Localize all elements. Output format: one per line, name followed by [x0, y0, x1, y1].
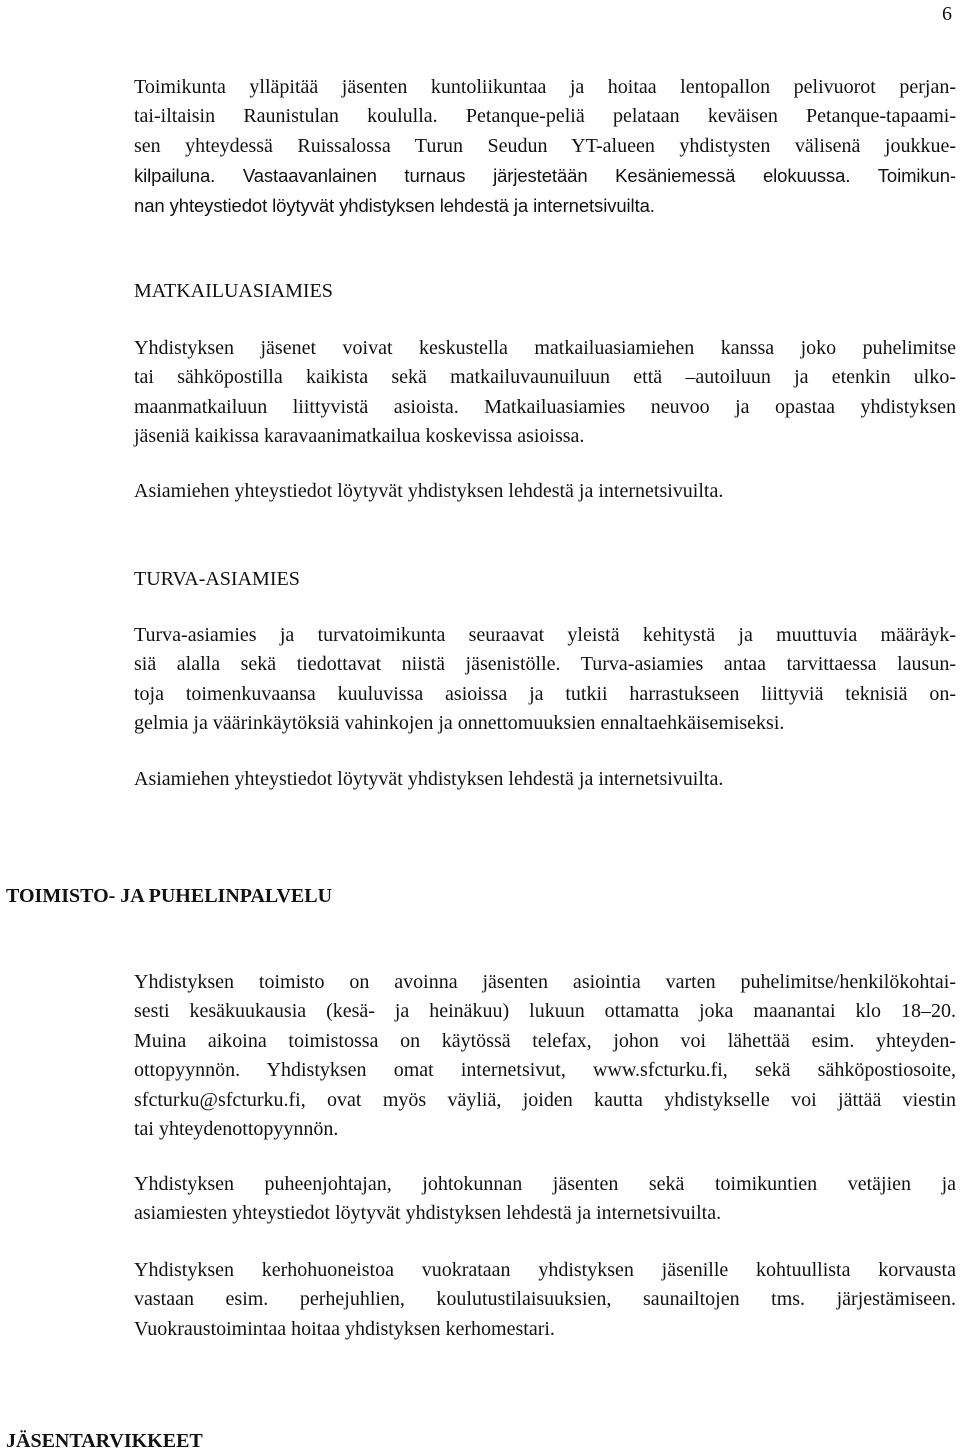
page-number: 6	[942, 3, 952, 25]
text-line: tai-iltaisin Raunistulan koululla. Petanque-peliä pelataan keväisen Petanque-tapaami-	[134, 105, 956, 128]
contacts-paragraph	[134, 1170, 956, 1229]
intro-paragraph	[134, 73, 956, 220]
section-heading-jasentarvikkeet: JÄSENTARVIKKEET	[6, 1430, 203, 1452]
turva-contact-paragraph	[134, 765, 956, 794]
rental-paragraph	[134, 1256, 956, 1344]
toimisto-paragraph	[134, 968, 956, 1144]
text-line: jäseniä kaikissa karavaanimatkailua koskevissa asioissa.	[134, 425, 585, 448]
section-heading-matkailuasiamies: MATKAILUASIAMIES	[134, 280, 333, 302]
text-line: nan yhteystiedot löytyvät yhdistyksen lehdestä ja internetsivuilta.	[134, 194, 655, 216]
text-line: vastaan esim. perhejuhlien, koulutustilaisuuksien, saunailtojen tms. järjestämiseen.	[134, 1288, 956, 1311]
text-line: tai sähköpostilla kaikista sekä matkailuvaunuiluun että –autoiluun ja etenkin ulko-	[134, 366, 956, 389]
text-line: ottopyynnön. Yhdistyksen omat internetsivut, www.sfcturku.fi, sekä sähköpostiosoite,	[134, 1059, 956, 1082]
text-line: Yhdistyksen kerhohuoneistoa vuokrataan yhdistyksen jäsenille kohtuullista korvausta	[134, 1259, 956, 1281]
text-line: Yhdistyksen jäsenet voivat keskustella matkailuasiamiehen kanssa joko puhelimitse	[134, 337, 956, 359]
text-line: asiamiesten yhteystiedot löytyvät yhdistyksen lehdestä ja internetsivuilta.	[134, 1202, 722, 1225]
text-line: Vuokraustoimintaa hoitaa yhdistyksen kerhomestari.	[134, 1317, 555, 1340]
text-line: kilpailuna. Vastaavanlainen turnaus järjestetään Kesäniemessä elokuussa. Toimikun-	[134, 165, 956, 187]
text-line: Muina aikoina toimistossa on käytössä telefax, johon voi lähettää esim. yhteyden-	[134, 1029, 956, 1052]
text-line: sfcturku@sfcturku.fi, ovat myös väyliä, joiden kautta yhdistykselle voi jättää viestin	[134, 1088, 956, 1111]
text-line: Turva-asiamies ja turvatoimikunta seuraavat yleistä kehitystä ja muuttuvia määräyk-	[134, 624, 956, 646]
section-heading-turva-asiamies: TURVA-ASIAMIES	[134, 568, 300, 590]
text-line: maanmatkailuun liittyvistä asioista. Matkailuasiamies neuvoo ja opastaa yhdistyksen	[134, 395, 956, 418]
matkailu-contact-paragraph	[134, 477, 956, 506]
text-line: tai yhteydenottopyynnön.	[134, 1118, 339, 1141]
text-line: toja toimenkuvaansa kuuluvissa asioissa ja tutkii harrastukseen liittyviä teknisiä on-	[134, 682, 956, 705]
text-line: sesti kesäkuukausia (kesä- ja heinäkuu) lukuun ottamatta joka maanantai klo 18–20.	[134, 1000, 956, 1023]
text-line: siä alalla sekä tiedottavat niistä jäsenistölle. Turva-asiamies antaa tarvittaessa lausun-	[134, 653, 956, 676]
text-line: Asiamiehen yhteystiedot löytyvät yhdistyksen lehdestä ja internetsivuilta.	[134, 480, 724, 502]
section-heading-toimisto: TOIMISTO- JA PUHELINPALVELU	[6, 885, 333, 907]
text-line: Yhdistyksen puheenjohtajan, johtokunnan jäsenten sekä toimikuntien vetäjien ja	[134, 1173, 956, 1195]
text-line: gelmia ja väärinkäytöksiä vahinkojen ja onnettomuuksien ennaltaehkäisemiseksi.	[134, 712, 785, 735]
text-line: Yhdistyksen toimisto on avoinna jäsenten asiointia varten puhelimitse/henkilökohtai-	[134, 971, 956, 993]
text-line: Asiamiehen yhteystiedot löytyvät yhdistyksen lehdestä ja internetsivuilta.	[134, 768, 724, 790]
matkailu-paragraph	[134, 334, 956, 452]
turva-paragraph	[134, 621, 956, 739]
text-line: sen yhteydessä Ruissalossa Turun Seudun YT-alueen yhdistysten välisenä joukkue-	[134, 134, 956, 157]
text-line: Toimikunta ylläpitää jäsenten kuntoliikuntaa ja hoitaa lentopallon pelivuorot perjan-	[134, 76, 956, 98]
